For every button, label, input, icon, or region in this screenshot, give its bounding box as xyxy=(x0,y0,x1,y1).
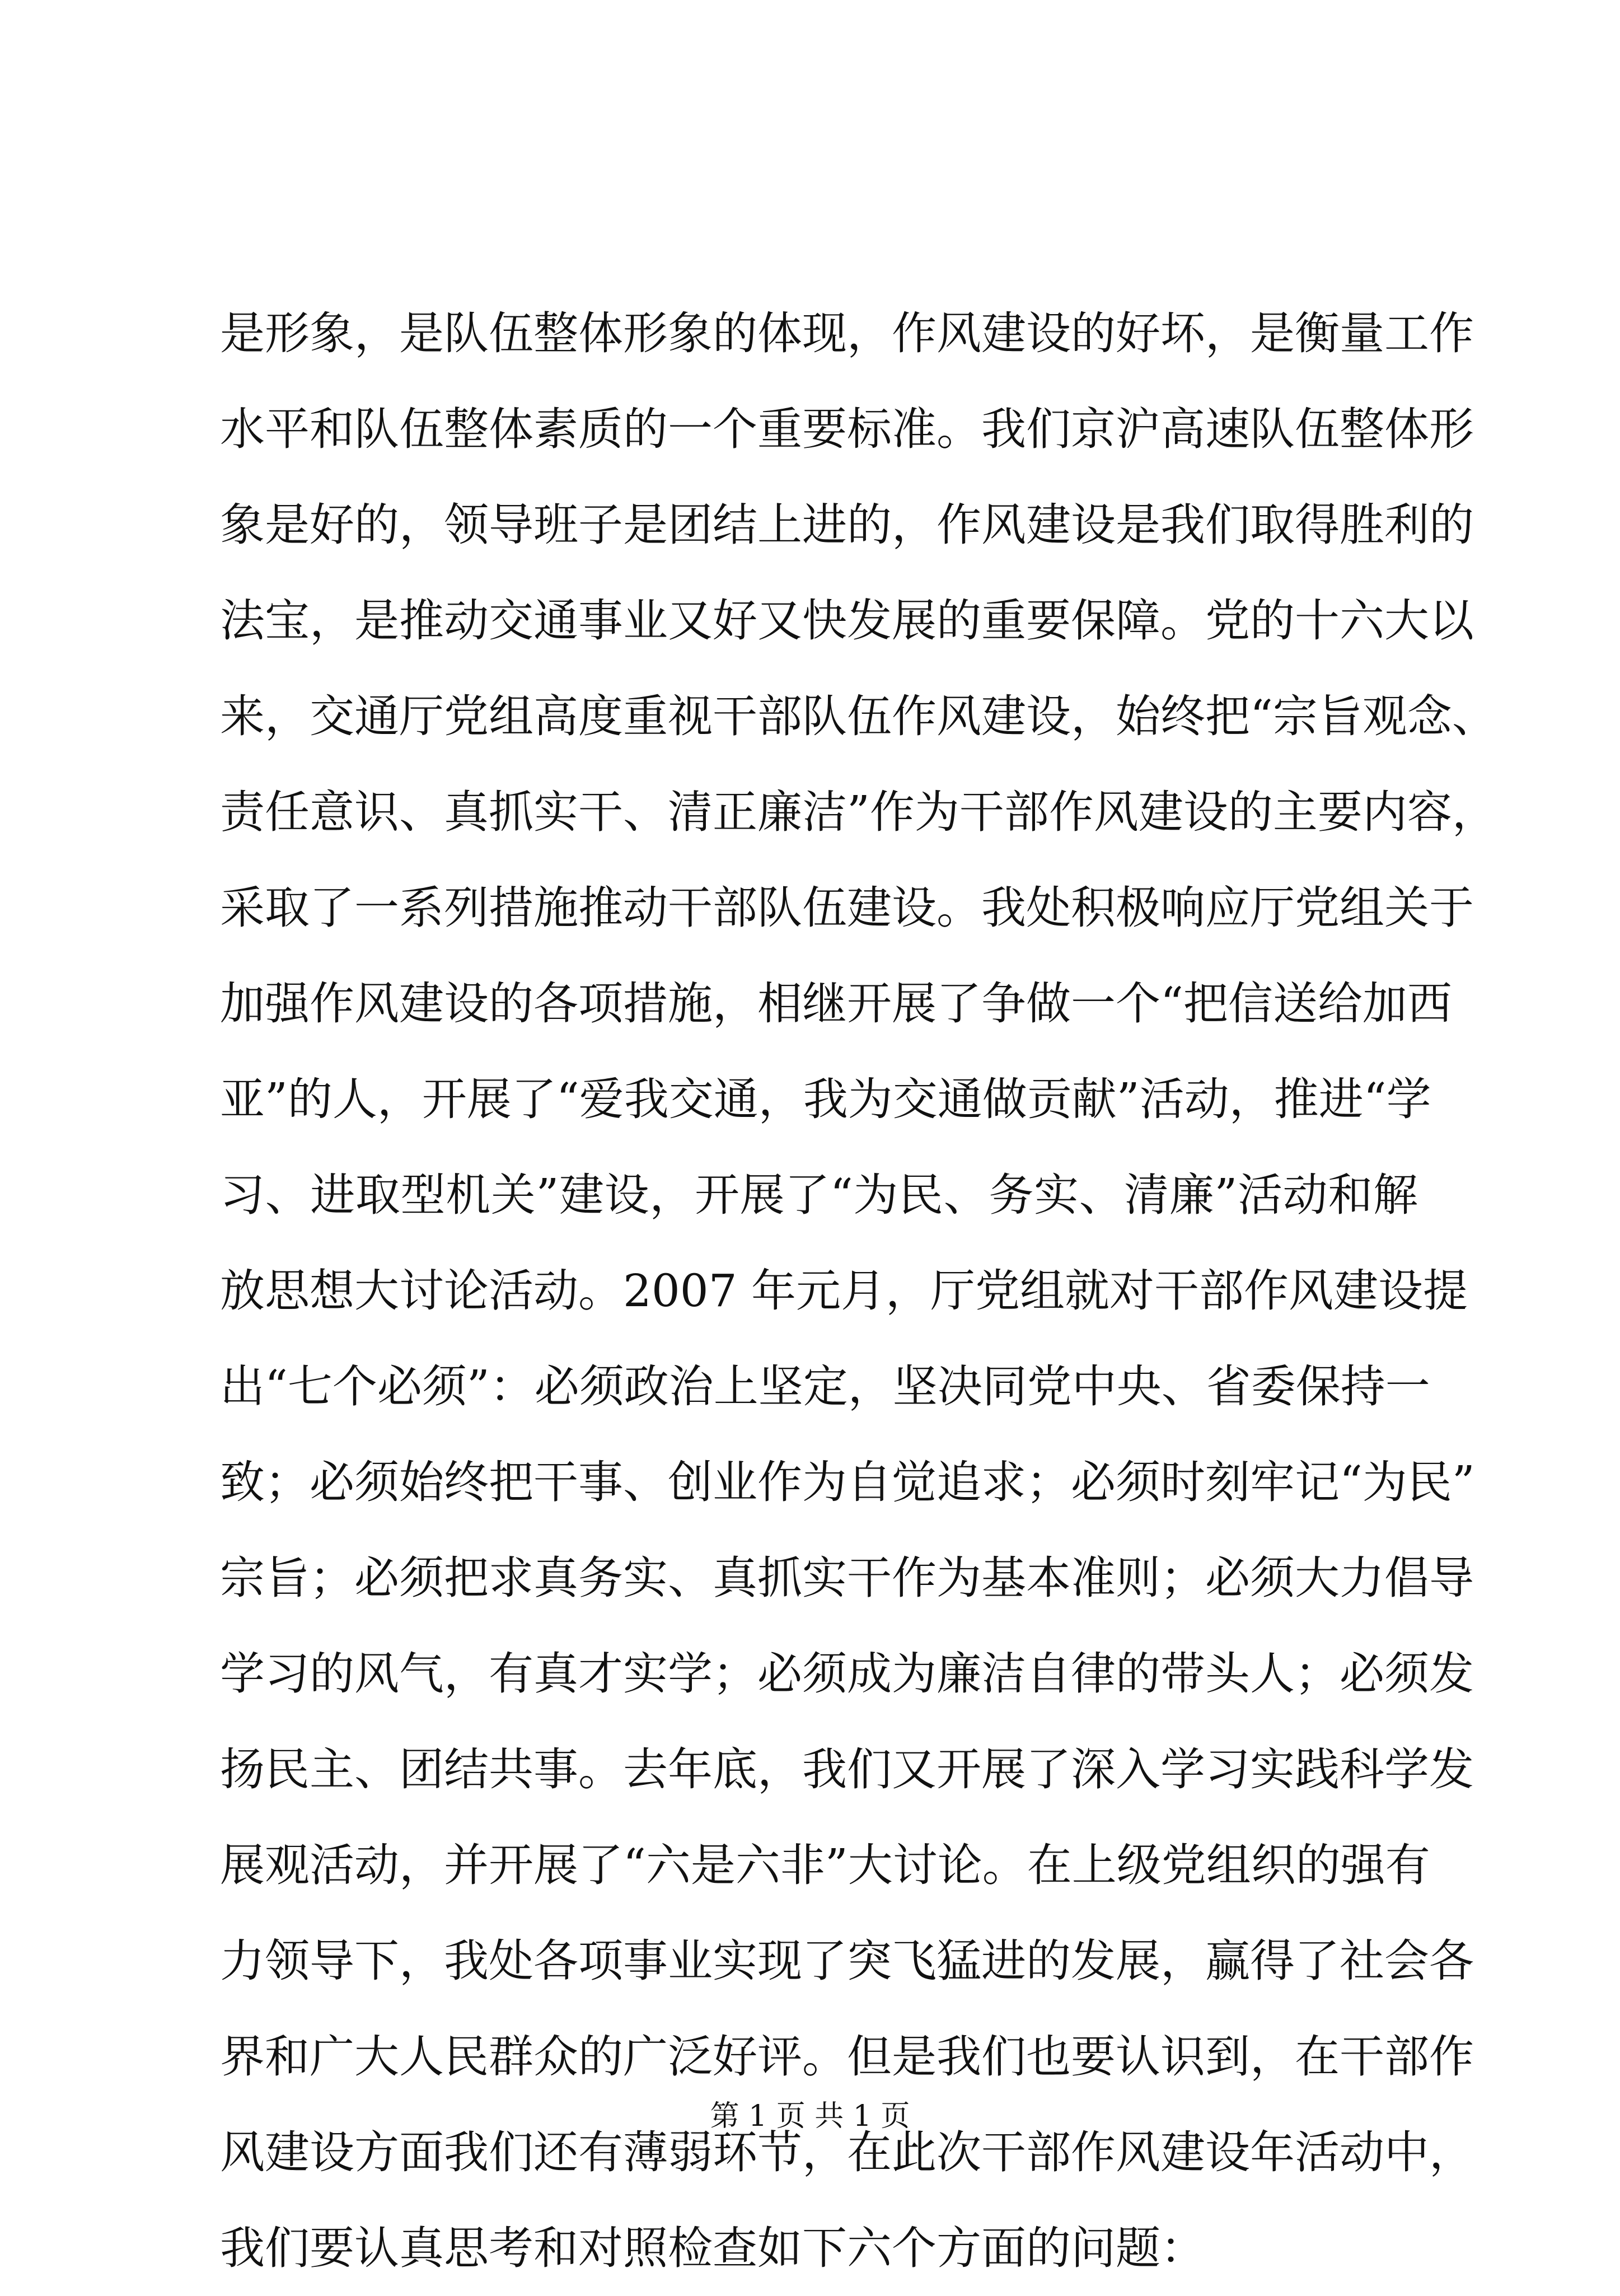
paragraph-line: 来，交通厅党组高度重视干部队伍作风建设，始终把“宗旨观念、 xyxy=(220,690,1497,742)
body-paragraph xyxy=(220,286,1497,2296)
page-number-footer: 第 1 页 共 1 页 xyxy=(710,2099,910,2133)
paragraph-line: 水平和队伍整体素质的一个重要标准。我们京沪高速队伍整体形 xyxy=(220,403,1474,455)
paragraph-line: 展观活动，并开展了“六是六非”大讨论。在上级党组织的强有 xyxy=(220,1839,1430,1891)
paragraph-line: 宗旨；必须把求真务实、真抓实干作为基本准则；必须大力倡导 xyxy=(220,1552,1474,1604)
paragraph-line: 力领导下，我处各项事业实现了突飞猛进的发展，赢得了社会各 xyxy=(220,1935,1474,1987)
paragraph-line: 风建设方面我们还有薄弱环节，在此次干部作风建设年活动中， xyxy=(220,2126,1474,2178)
paragraph-line: 加强作风建设的各项措施，相继开展了争做一个“把信送给加西 xyxy=(220,978,1452,1030)
paragraph-line: 是形象，是队伍整体形象的体现，作风建设的好坏，是衡量工作 xyxy=(220,307,1474,359)
paragraph-line: 学习的风气，有真才实学；必须成为廉洁自律的带头人；必须发 xyxy=(220,1648,1474,1700)
paragraph-line: 象是好的，领导班子是团结上进的，作风建设是我们取得胜利的 xyxy=(220,499,1474,551)
paragraph-line: 致；必须始终把干事、创业作为自觉追求；必须时刻牢记“为民” xyxy=(220,1456,1475,1508)
paragraph-line: 习、进取型机关”建设，开展了“为民、务实、清廉”活动和解 xyxy=(220,1169,1418,1221)
paragraph-line: 采取了一系列措施推动干部队伍建设。我处积极响应厅党组关于 xyxy=(220,882,1474,934)
paragraph-line: 法宝，是推动交通事业又好又快发展的重要保障。党的十六大以 xyxy=(220,595,1474,647)
paragraph-line: 扬民主、团结共事。去年底，我们又开展了深入学习实践科学发 xyxy=(220,1743,1474,1795)
paragraph-line: 我们要认真思考和对照检查如下六个方面的问题： xyxy=(220,2222,1205,2274)
paragraph-line: 责任意识、真抓实干、清正廉洁”作为干部作风建设的主要内容， xyxy=(220,786,1497,838)
paragraph-line: 放思想大讨论活动。2007 年元月，厅党组就对干部作风建设提 xyxy=(220,1265,1468,1317)
paragraph-line: 出“七个必须”：必须政治上坚定，坚决同党中央、省委保持一 xyxy=(220,1360,1430,1413)
paragraph-line: 亚”的人，开展了“爱我交通，我为交通做贡献”活动，推进“学 xyxy=(220,1073,1431,1125)
paragraph-line: 界和广大人民群众的广泛好评。但是我们也要认识到，在干部作 xyxy=(220,2031,1474,2083)
